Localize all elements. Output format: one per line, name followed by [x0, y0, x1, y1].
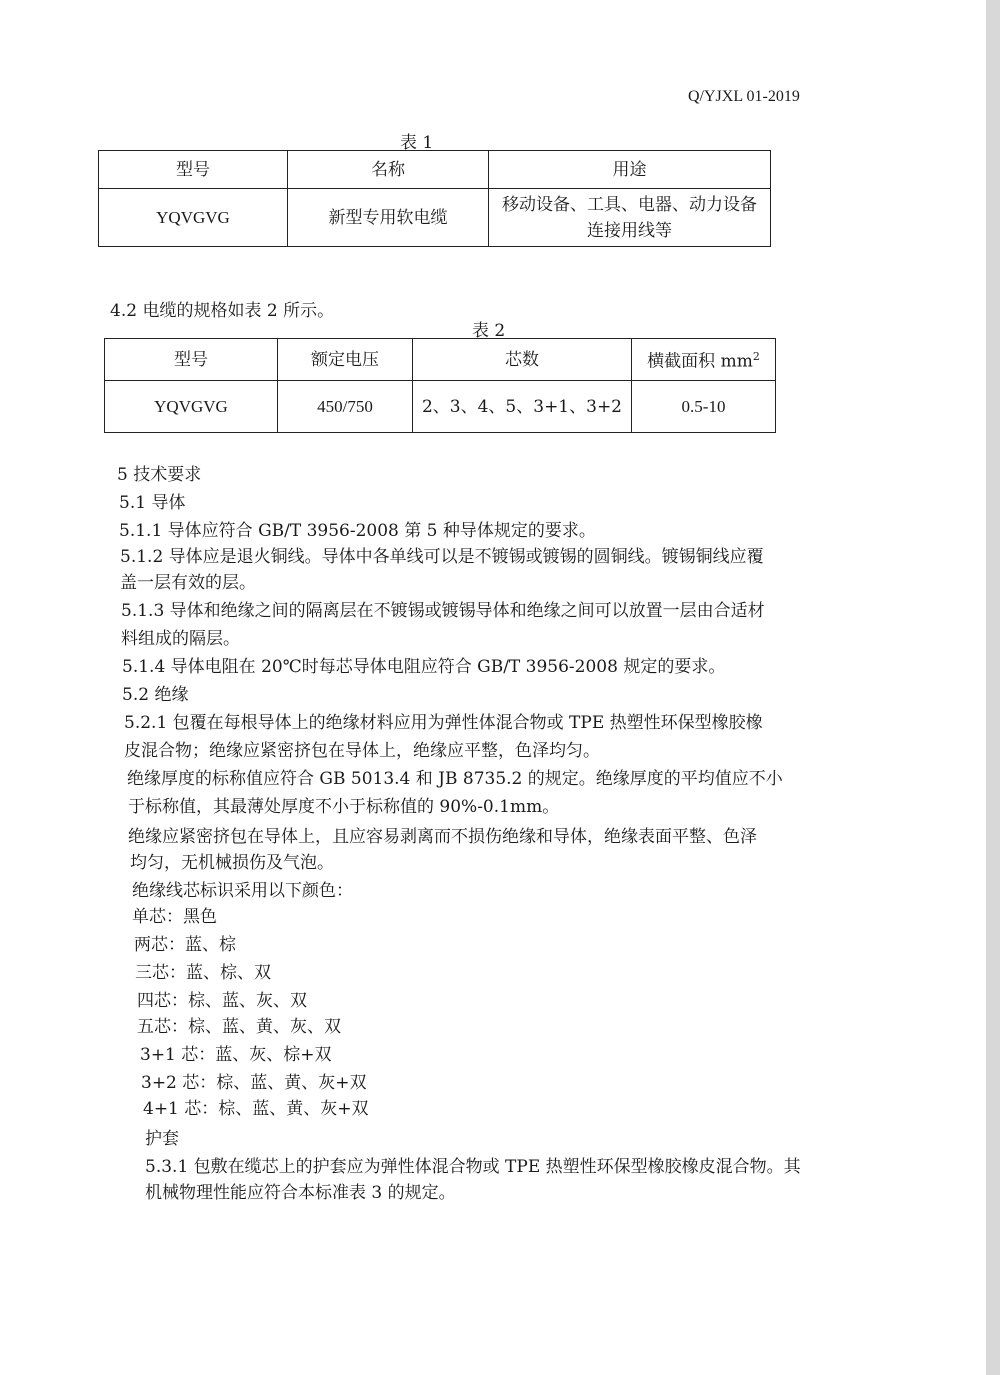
body-line: 皮混合物；绝缘应紧密挤包在导体上，绝缘应平整，色泽均匀。 [124, 741, 600, 761]
body-line: 5.1.1 导体应符合 GB/T 3956-2008 第 5 种导体规定的要求。 [119, 521, 596, 541]
table2-header-area [632, 339, 776, 381]
table2-header-cores: 芯数 [413, 339, 632, 381]
body-line: 4+1 芯：棕、蓝、黄、灰+双 [143, 1099, 369, 1119]
body-line: 3+2 芯：棕、蓝、黄、灰+双 [141, 1073, 367, 1093]
body-line: 盖一层有效的层。 [120, 573, 256, 593]
body-line: 5 技术要求 [117, 465, 202, 485]
body-line: 5.1 导体 [119, 493, 186, 513]
table1-header-name: 名称 [288, 151, 489, 189]
table2-cell-model: YQVGVG [105, 381, 278, 433]
body-line: 于标称值，其最薄处厚度不小于标称值的 90%-0.1mm。 [128, 797, 560, 817]
table2-cell-voltage: 450/750 [278, 381, 413, 433]
body-line: 绝缘应紧密挤包在导体上，且应容易剥离而不损伤绝缘和导体，绝缘表面平整、色泽 [128, 827, 757, 847]
table1-header-model: 型号 [99, 151, 288, 189]
table1-usage-line2: 连接用线等 [587, 220, 672, 241]
body-line: 两芯：蓝、棕 [134, 935, 236, 955]
body-line: 单芯：黑色 [132, 907, 217, 927]
table1-usage-line1: 移动设备、工具、电器、动力设备 [502, 194, 757, 215]
body-line: 5.1.2 导体应是退火铜线。导体中各单线可以是不镀锡或镀锡的圆铜线。镀锡铜线应覆 [120, 547, 764, 567]
table1-cell-model: YQVGVG [99, 189, 288, 247]
scan-edge [986, 0, 1000, 1375]
table2-cell-cores: 2、3、4、5、3+1、3+2 [413, 381, 632, 433]
body-line: 均匀，无机械损伤及气泡。 [130, 853, 334, 873]
body-line: 绝缘厚度的标称值应符合 GB 5013.4 和 JB 8735.2 的规定。绝缘厚度的平均值应不小 [127, 769, 783, 789]
body-line: 5.3.1 包敷在缆芯上的护套应为弹性体混合物或 TPE 热塑性环保型橡胶橡皮混合物。其 [145, 1157, 801, 1177]
body-line: 5.1.3 导体和绝缘之间的隔离层在不镀锡或镀锡导体和绝缘之间可以放置一层由合适材 [121, 601, 765, 621]
body-line: 5.2 绝缘 [122, 685, 189, 705]
table2-header-area-text: 横截面积 mm [647, 351, 753, 372]
table1-cell-usage [489, 189, 771, 247]
body-line: 三芯：蓝、棕、双 [135, 963, 271, 983]
body-line: 绝缘线芯标识采用以下颜色： [132, 881, 353, 901]
table2-header-voltage: 额定电压 [278, 339, 413, 381]
body-line: 5.2.1 包覆在每根导体上的绝缘材料应用为弹性体混合物或 TPE 热塑性环保型橡胶橡 [124, 713, 763, 733]
table1-cell-name: 新型专用软电缆 [288, 189, 489, 247]
section-4-2-intro: 4.2 电缆的规格如表 2 所示。 [110, 301, 335, 321]
body-line: 5.1.4 导体电阻在 20℃时每芯导体电阻应符合 GB/T 3956-2008 规定的要求。 [122, 657, 726, 677]
table2-caption: 表 2 [472, 321, 506, 341]
body-line: 四芯：棕、蓝、灰、双 [137, 991, 307, 1011]
table2 [104, 338, 776, 433]
table1-caption: 表 1 [400, 133, 434, 153]
table2-header-area-exponent: 2 [752, 350, 760, 364]
body-line: 3+1 芯：蓝、灰、棕+双 [140, 1045, 332, 1065]
table2-cell-area: 0.5-10 [632, 381, 776, 433]
body-line: 料组成的隔层。 [121, 629, 240, 649]
table1 [98, 150, 771, 247]
body-line: 护套 [145, 1129, 179, 1149]
body-line: 机械物理性能应符合本标准表 3 的规定。 [145, 1183, 456, 1203]
table1-header-usage: 用途 [489, 151, 771, 189]
standard-code: Q/YJXL 01-2019 [688, 88, 800, 105]
body-line: 五芯：棕、蓝、黄、灰、双 [137, 1017, 341, 1037]
table2-header-model: 型号 [105, 339, 278, 381]
